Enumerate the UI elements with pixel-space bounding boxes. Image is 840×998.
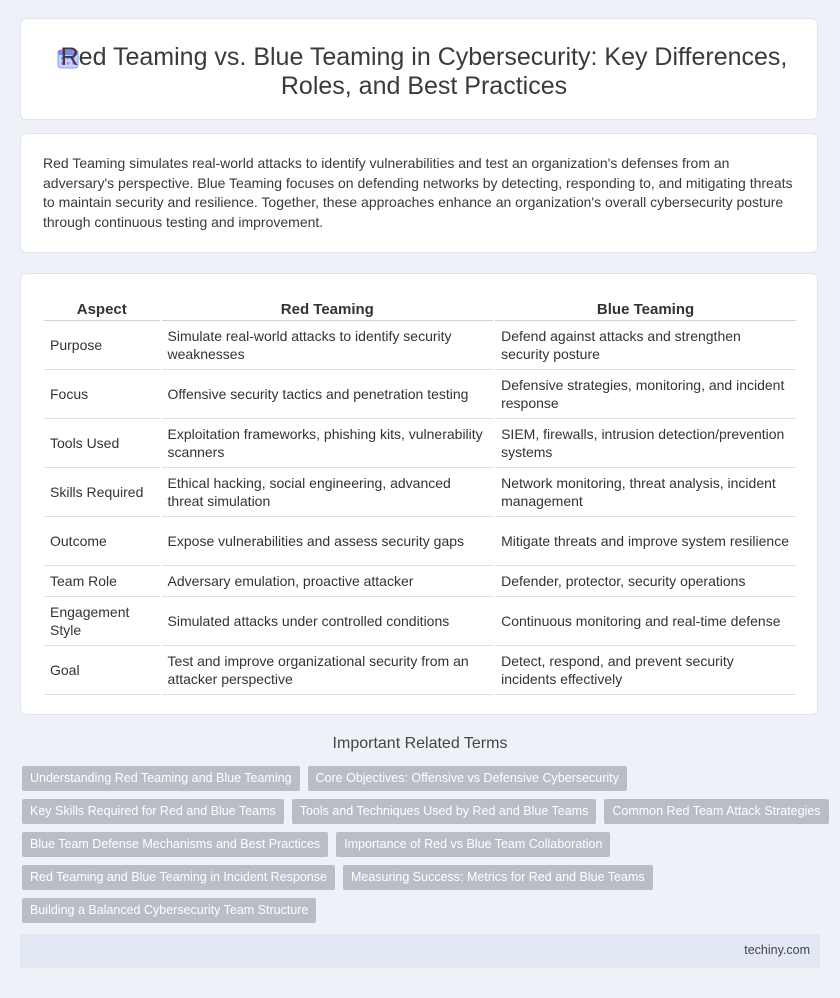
comparison-table (42, 296, 798, 695)
header-blue-teaming: Blue Teaming (495, 296, 796, 321)
table-header-row (44, 296, 796, 321)
table-cell: Outcome (44, 517, 160, 566)
header-aspect: Aspect (44, 296, 160, 321)
related-term-tag[interactable]: Common Red Team Attack Strategies (604, 799, 828, 824)
table-cell: Defender, protector, security operations (495, 566, 796, 597)
related-term-tag[interactable]: Measuring Success: Metrics for Red and Blue Teams (343, 865, 653, 890)
table-row (44, 517, 796, 566)
footer-site-link[interactable]: techiny.com (744, 943, 810, 957)
header-red-teaming: Red Teaming (162, 296, 494, 321)
related-term-tag[interactable]: Building a Balanced Cybersecurity Team Structure (22, 898, 316, 923)
page-title: Red Teaming vs. Blue Teaming in Cybersecurity: Key Differences, Roles, and Best Practices (60, 43, 788, 100)
table-cell: Test and improve organizational security from an attacker perspective (162, 646, 494, 695)
related-terms-title: Important Related Terms (332, 735, 508, 752)
table-cell: Network monitoring, threat analysis, incident management (495, 468, 796, 517)
table-cell: Purpose (44, 321, 160, 370)
table-row (44, 566, 796, 597)
intro-paragraph: Red Teaming simulates real-world attacks to identify vulnerabilities and test an organization's defenses from an adversary's perspective. Blue Teaming focuses on defending networks by detecting, responding to, and mitigating threats to maintain security and resilience. Together, these approaches enhance an organization's overall cybersecurity posture through continuous testing and improvement. (43, 155, 793, 230)
table-row (44, 646, 796, 695)
table-cell: Skills Required (44, 468, 160, 517)
table-row (44, 468, 796, 517)
table-cell: Focus (44, 370, 160, 419)
table-row (44, 321, 796, 370)
table-cell: Defend against attacks and strengthen security posture (495, 321, 796, 370)
table-cell: Detect, respond, and prevent security incidents effectively (495, 646, 796, 695)
table-cell: Simulate real-world attacks to identify security weaknesses (162, 321, 494, 370)
table-cell: Adversary emulation, proactive attacker (162, 566, 494, 597)
table-row (44, 419, 796, 468)
related-terms-list (22, 766, 821, 931)
tag-row (22, 799, 821, 824)
footer (20, 934, 820, 968)
table-cell: Tools Used (44, 419, 160, 468)
tag-row (22, 766, 812, 791)
tag-row (22, 832, 812, 857)
title-card (20, 18, 818, 120)
related-term-tag[interactable]: Red Teaming and Blue Teaming in Incident Response (22, 865, 335, 890)
table-cell: Continuous monitoring and real-time defense (495, 597, 796, 646)
table-cell: Offensive security tactics and penetration testing (162, 370, 494, 419)
table-cell: Exploitation frameworks, phishing kits, vulnerability scanners (162, 419, 494, 468)
table-cell: Ethical hacking, social engineering, advanced threat simulation (162, 468, 494, 517)
table-cell: Engagement Style (44, 597, 160, 646)
table-cell: Goal (44, 646, 160, 695)
intro-card (20, 133, 818, 253)
tag-row (22, 865, 812, 890)
table-row (44, 370, 796, 419)
related-term-tag[interactable]: Importance of Red vs Blue Team Collaboration (336, 832, 610, 857)
related-term-tag[interactable]: Core Objectives: Offensive vs Defensive Cybersecurity (308, 766, 627, 791)
table-cell: Expose vulnerabilities and assess security gaps (162, 517, 494, 566)
table-cell: SIEM, firewalls, intrusion detection/prevention systems (495, 419, 796, 468)
table-cell: Team Role (44, 566, 160, 597)
related-term-tag[interactable]: Blue Team Defense Mechanisms and Best Practices (22, 832, 328, 857)
comparison-table-card (20, 273, 818, 715)
related-term-tag[interactable]: Key Skills Required for Red and Blue Teams (22, 799, 284, 824)
table-row (44, 597, 796, 646)
table-cell: Defensive strategies, monitoring, and incident response (495, 370, 796, 419)
table-cell: Simulated attacks under controlled conditions (162, 597, 494, 646)
table-cell: Mitigate threats and improve system resilience (495, 517, 796, 566)
related-term-tag[interactable]: Understanding Red Teaming and Blue Teaming (22, 766, 300, 791)
related-term-tag[interactable]: Tools and Techniques Used by Red and Blue Teams (292, 799, 597, 824)
tag-row (22, 898, 812, 923)
